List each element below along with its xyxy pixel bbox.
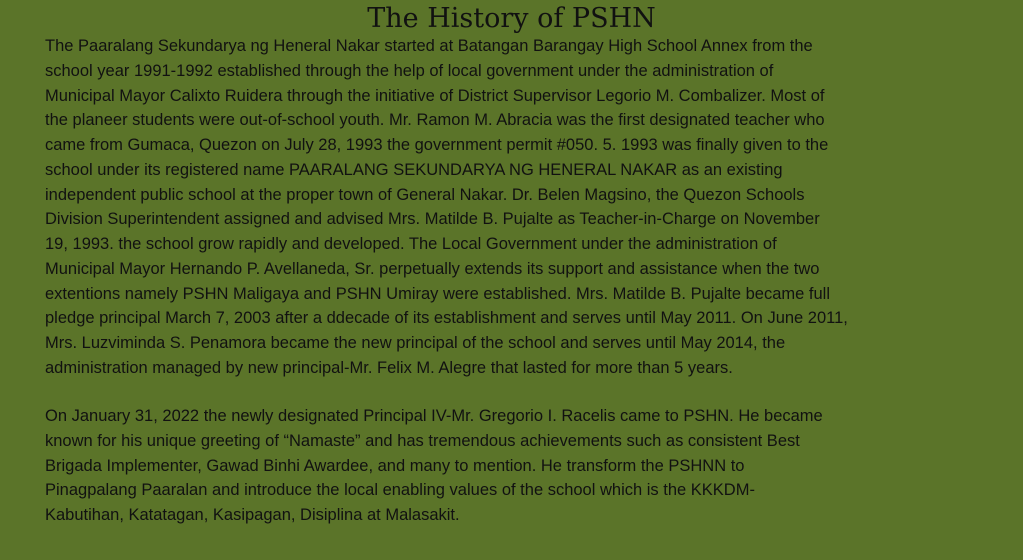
history-paragraph-1: The Paaralang Sekundarya ng Heneral Nakar started at Batangan Barangay High School Annex from the school year 1991-1992 established through the help of local government under the administration of Municipal Mayor Calixto Ruidera through the initiative of District Supervisor Legorio M. Combalizer. Most of the planeer students were out-of-school youth. Mr. Ramon M. Abracia was the first designated teacher who came from Gumaca, Quezon on July 28, 1993 the government permit #050. 5. 1993 was finally given to the school under its registered name PAARALANG SEKUNDARYA NG HENERAL NAKAR as an existing independent public school at the proper town of General Nakar. Dr. Belen Magsino, the Quezon Schools Division Superintendent assigned and advised Mrs. Matilde B. Pujalte as Teacher-in-Charge on November 19, 1993. the school grow rapidly and developed. The Local Government under the administration of Municipal Mayor Hernando P. Avellaneda, Sr. perpetually extends its support and assistance when the two extentions namely PSHN Maligaya and PSHN Umiray were established. Mrs. Matilde B. Pujalte became full pledge principal March 7, 2003 after a ddecade of its establishment and serves until May 2011. On June 2011, Mrs. Luzviminda S. Penamora became the new principal of the school and serves until May 2014, the administration managed by new principal-Mr. Felix M. Alegre that lasted for more than 5 years. [45,37,848,377]
history-paragraph-2: On January 31, 2022 the newly designated Principal IV-Mr. Gregorio I. Racelis came to PSHN. He became known for his unique greeting of “Namaste” and has tremendous achievements such as consistent Best Brigada Implementer, Gawad Binhi Awardee, and many to mention. He transform the PSHNN to Pinagpalang Paaralan and introduce the local enabling values of the school which is the KKKDM- Kabutihan, Katatagan, Kasipagan, Disiplina at Malasakit. [45,407,823,524]
page-title: The History of PSHN [367,3,656,34]
